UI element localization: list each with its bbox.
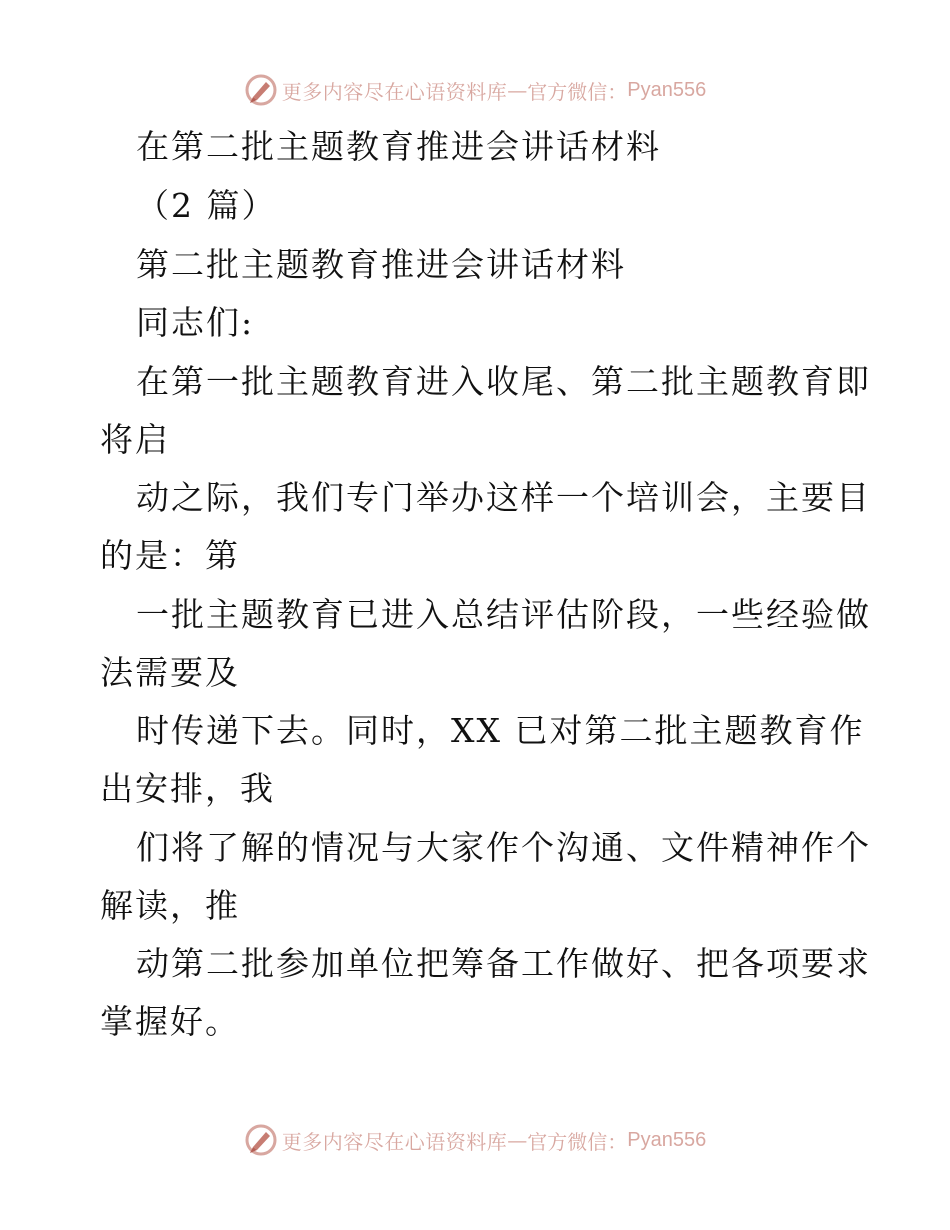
paragraph-line: 出安排，我	[100, 769, 275, 808]
document-title: 在第二批主题教育推进会讲话材料	[136, 127, 661, 166]
salutation: 同志们:	[136, 303, 255, 342]
watermark-text: 更多内容尽在心语资料库	[281, 79, 508, 104]
paragraph-line: 一批主题教育已进入总结评估阶段，一些经验做	[136, 595, 871, 634]
document-heading: 第二批主题教育推进会讲话材料	[136, 245, 626, 284]
paragraph-line: 解读，推	[100, 886, 240, 925]
paragraph-line: 在第一批主题教育进入收尾、第二批主题教育即	[136, 362, 871, 401]
paragraph-line: 掌握好。	[100, 1002, 240, 1041]
watermark-separator: —	[507, 1128, 528, 1152]
paragraph-line: 动第二批参加单位把筹备工作做好、把各项要求	[136, 944, 871, 983]
paragraph-line: 动之际，我们专门举办这样一个培训会，主要目	[136, 478, 871, 517]
document-subtitle: （2 篇）	[136, 186, 277, 225]
paragraph-line: 的是：第	[100, 536, 240, 575]
pen-logo-icon	[244, 1123, 278, 1157]
watermark-separator: —	[507, 78, 528, 102]
paragraph-line: 们将了解的情况与大家作个沟通、文件精神作个	[136, 828, 871, 867]
header-watermark	[0, 70, 950, 110]
watermark-label: 官方微信：	[527, 1129, 628, 1154]
watermark-id: Pyan556	[627, 1128, 707, 1151]
paragraph-line: 将启	[100, 420, 170, 459]
paragraph-line: 法需要及	[100, 653, 240, 692]
watermark-id: Pyan556	[627, 78, 707, 101]
watermark-text: 更多内容尽在心语资料库	[281, 1129, 508, 1154]
paragraph-line: 时传递下去。同时，XX 已对第二批主题教育作	[136, 711, 865, 750]
footer-watermark	[0, 1120, 950, 1160]
watermark-label: 官方微信：	[527, 79, 628, 104]
pen-logo-icon	[244, 73, 278, 107]
